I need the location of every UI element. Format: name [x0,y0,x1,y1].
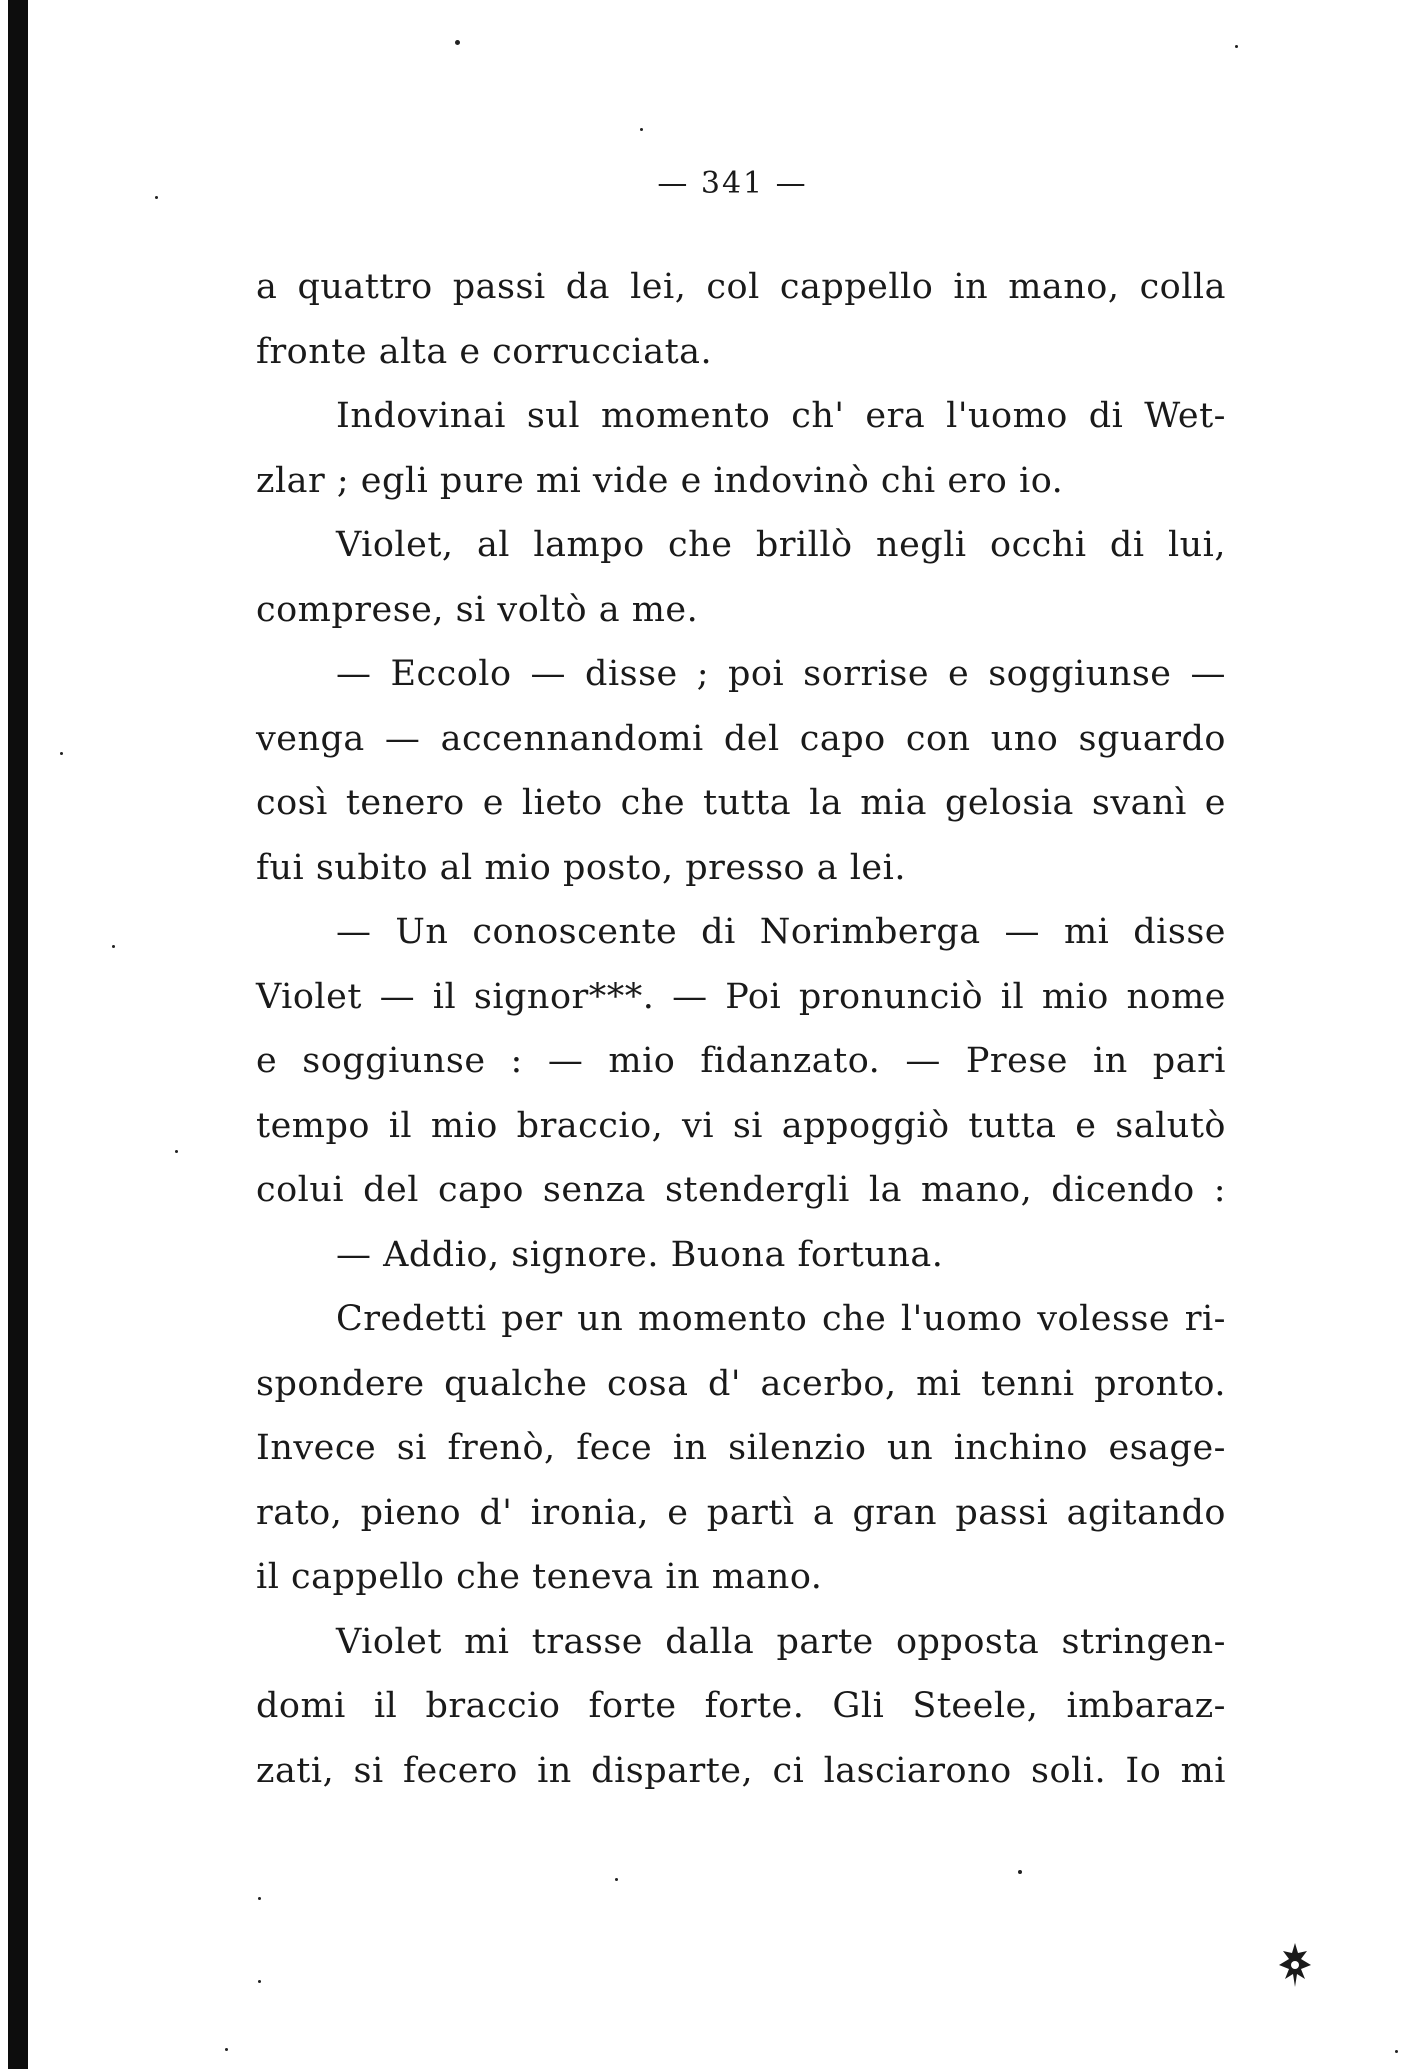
scan-speck [640,128,643,131]
scan-speck [175,1150,178,1153]
text-line: comprese, si voltò a me. [256,589,699,630]
text-line: fui subito al mio posto, presso a lei. [256,847,906,888]
scan-edge-bar [8,0,28,2069]
text-line: spondere qualche cosa d' acerbo, mi tenni pronto. [256,1363,1226,1404]
scan-speck [225,2048,228,2051]
text-line: domi il braccio forte forte. Gli Steele, imbaraz- [256,1686,1226,1726]
text-line: Violet — il signor***. — Poi pronunciò il mio nome [256,976,1226,1017]
scan-speck [1235,45,1238,48]
scan-speck [1395,2050,1398,2053]
page-number: — 341 — [657,166,808,201]
text-line: — Addio, signore. Buona fortuna. [336,1234,944,1275]
text-line: Indovinai sul momento ch' era l'uomo di Wet- [336,396,1226,436]
text-line: colui del capo senza stendergli la mano, dicendo : [256,1170,1226,1210]
text-line: fronte alta e corrucciata. [256,331,713,372]
text-line: il cappello che teneva in mano. [256,1557,823,1597]
text-line: venga — accennandomi del capo con uno sguardo [256,718,1226,759]
scan-speck [258,1897,261,1900]
text-line: Violet, al lampo che brillò negli occhi di lui, [336,525,1226,565]
text-line: tempo il mio braccio, vi si appoggiò tutta e salutò [256,1105,1226,1146]
text-line: a quattro passi da lei, col cappello in mano, colla [256,267,1226,307]
scan-speck [1018,1870,1022,1874]
text-line: Credetti per un momento che l'uomo volesse ri- [336,1299,1226,1339]
text-line: zlar ; egli pure mi vide e indovinò chi ero io. [256,460,1064,501]
scan-speck [258,1980,261,1983]
scan-speck [155,196,158,199]
floral-ornament-icon [1275,1941,1315,1989]
text-line: zati, si fecero in disparte, ci lasciarono soli. Io mi [256,1750,1226,1791]
text-line: e soggiunse : — mio fidanzato. — Prese in pari [256,1041,1226,1081]
scan-speck [60,752,63,755]
text-line: — Eccolo — disse ; poi sorrise e soggiunse — [336,654,1226,694]
scan-speck [112,945,115,948]
scan-speck [455,40,460,45]
text-line: Invece si frenò, fece in silenzio un inchino esage- [256,1428,1226,1468]
body-text [256,255,1226,1803]
text-line: rato, pieno d' ironia, e partì a gran passi agitando [256,1492,1226,1533]
text-line: così tenero e lieto che tutta la mia gelosia svanì e [256,783,1226,823]
text-line: — Un conoscente di Norimberga — mi disse [336,912,1226,952]
text-line: Violet mi trasse dalla parte opposta stringen- [336,1621,1226,1662]
scan-speck [615,1878,618,1881]
